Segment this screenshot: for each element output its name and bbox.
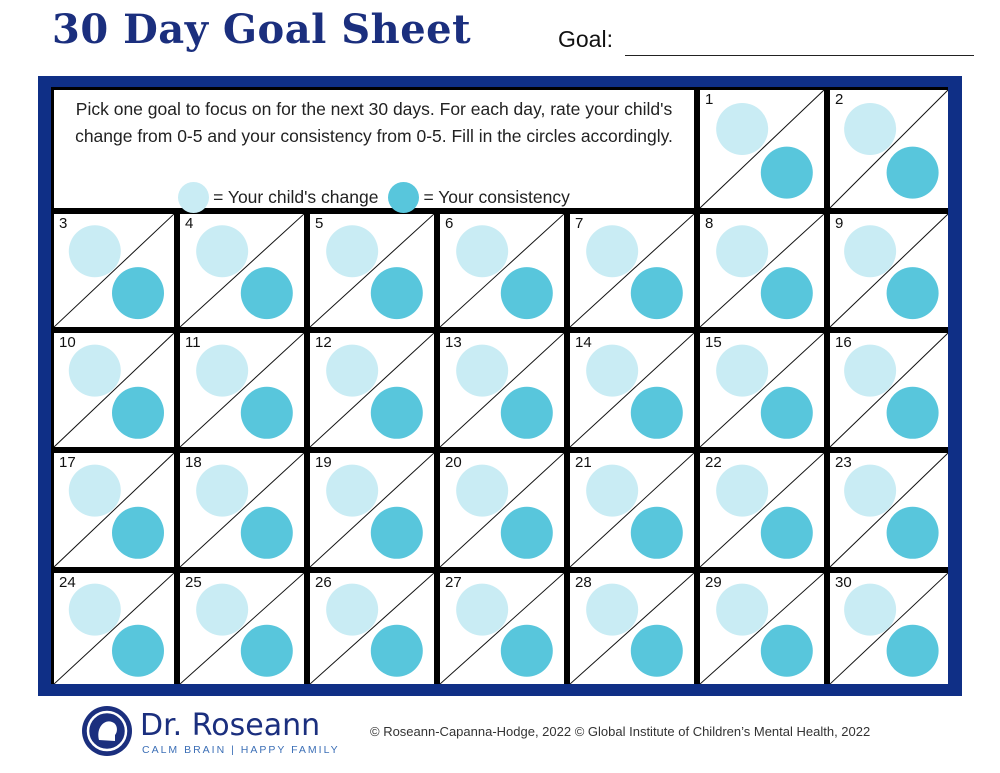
child-change-circle[interactable]	[69, 345, 121, 397]
consistency-circle[interactable]	[112, 625, 164, 677]
day-cell[interactable]	[700, 90, 824, 208]
child-change-circle[interactable]	[196, 584, 248, 636]
consistency-circle[interactable]	[887, 387, 939, 439]
day-cell-diagonal-split	[440, 214, 564, 327]
consistency-circle[interactable]	[631, 507, 683, 559]
consistency-circle[interactable]	[761, 625, 813, 677]
child-change-circle[interactable]	[844, 103, 896, 155]
consistency-circle[interactable]	[241, 507, 293, 559]
child-change-circle[interactable]	[844, 225, 896, 277]
consistency-circle[interactable]	[631, 387, 683, 439]
day-cell[interactable]	[570, 333, 694, 447]
consistency-circle[interactable]	[761, 387, 813, 439]
day-cell[interactable]	[310, 453, 434, 567]
day-number: 25	[185, 574, 202, 591]
child-change-circle[interactable]	[196, 465, 248, 517]
day-number: 28	[575, 574, 592, 591]
consistency-circle[interactable]	[631, 625, 683, 677]
day-number: 1	[705, 91, 714, 108]
consistency-circle[interactable]	[371, 387, 423, 439]
day-number: 3	[59, 215, 68, 232]
day-grid	[51, 87, 948, 684]
child-change-circle[interactable]	[456, 345, 508, 397]
day-number: 18	[185, 454, 202, 471]
day-cell[interactable]	[830, 573, 948, 684]
day-cell[interactable]	[180, 333, 304, 447]
consistency-circle[interactable]	[887, 147, 939, 199]
goal-input-line[interactable]	[625, 55, 974, 56]
consistency-circle[interactable]	[371, 625, 423, 677]
child-change-circle[interactable]	[586, 465, 638, 517]
day-cell[interactable]	[54, 214, 174, 327]
instructions-panel	[54, 90, 694, 208]
legend-consistency	[388, 182, 569, 213]
day-number: 13	[445, 334, 462, 351]
child-change-circle[interactable]	[196, 345, 248, 397]
legend-child-change	[178, 182, 378, 213]
child-change-circle[interactable]	[716, 465, 768, 517]
day-number: 26	[315, 574, 332, 591]
child-change-circle[interactable]	[69, 584, 121, 636]
day-number: 6	[445, 215, 454, 232]
consistency-circle[interactable]	[631, 267, 683, 319]
consistency-circle[interactable]	[371, 507, 423, 559]
head-profile-logo-icon	[82, 706, 132, 756]
child-change-circle[interactable]	[844, 584, 896, 636]
child-change-circle[interactable]	[456, 225, 508, 277]
consistency-circle[interactable]	[112, 507, 164, 559]
day-cell[interactable]	[570, 573, 694, 684]
consistency-circle[interactable]	[501, 267, 553, 319]
day-cell[interactable]	[830, 90, 948, 208]
child-change-circle[interactable]	[716, 225, 768, 277]
brand-logo	[82, 706, 342, 762]
day-number: 14	[575, 334, 592, 351]
day-cell-diagonal-split	[830, 214, 948, 327]
child-change-circle[interactable]	[69, 465, 121, 517]
day-number: 12	[315, 334, 332, 351]
day-cell[interactable]	[180, 453, 304, 567]
child-change-circle-icon	[178, 182, 209, 213]
consistency-circle[interactable]	[112, 267, 164, 319]
page-title: 30 Day Goal Sheet	[52, 6, 472, 53]
day-cell-diagonal-split	[54, 214, 174, 327]
day-cell[interactable]	[440, 214, 564, 327]
day-cell[interactable]	[54, 573, 174, 684]
logo-tagline: CALM BRAIN | HAPPY FAMILY	[142, 744, 340, 756]
day-number: 15	[705, 334, 722, 351]
day-number: 5	[315, 215, 324, 232]
child-change-circle[interactable]	[586, 345, 638, 397]
day-cell[interactable]	[180, 214, 304, 327]
legend	[54, 182, 694, 213]
consistency-circle[interactable]	[501, 507, 553, 559]
day-cell[interactable]	[310, 333, 434, 447]
child-change-circle[interactable]	[326, 345, 378, 397]
day-cell[interactable]	[830, 333, 948, 447]
child-change-circle[interactable]	[586, 225, 638, 277]
day-cell[interactable]	[700, 333, 824, 447]
consistency-circle[interactable]	[241, 267, 293, 319]
day-cell[interactable]	[440, 453, 564, 567]
child-change-circle[interactable]	[326, 225, 378, 277]
consistency-circle[interactable]	[761, 267, 813, 319]
day-number: 29	[705, 574, 722, 591]
day-cell-diagonal-split	[830, 90, 948, 208]
child-change-circle[interactable]	[456, 584, 508, 636]
consistency-circle[interactable]	[501, 387, 553, 439]
child-change-circle[interactable]	[844, 465, 896, 517]
day-number: 19	[315, 454, 332, 471]
consistency-circle[interactable]	[241, 625, 293, 677]
day-cell[interactable]	[310, 573, 434, 684]
copyright-footer: © Roseann-Capanna-Hodge, 2022 © Global Institute of Children’s Mental Health, 2022	[370, 724, 871, 739]
day-cell[interactable]	[54, 453, 174, 567]
day-number: 7	[575, 215, 584, 232]
day-cell-diagonal-split	[700, 214, 824, 327]
day-cell-diagonal-split	[700, 90, 824, 208]
day-number: 4	[185, 215, 194, 232]
child-change-circle[interactable]	[716, 103, 768, 155]
consistency-circle[interactable]	[761, 507, 813, 559]
day-cell[interactable]	[310, 214, 434, 327]
day-cell-diagonal-split	[310, 214, 434, 327]
day-cell[interactable]	[700, 573, 824, 684]
consistency-circle[interactable]	[887, 507, 939, 559]
logo-name: Dr. Roseann	[140, 708, 321, 743]
consistency-circle[interactable]	[761, 147, 813, 199]
day-cell[interactable]	[700, 214, 824, 327]
child-change-circle[interactable]	[844, 345, 896, 397]
legend-child-change-label: = Your child's change	[213, 187, 379, 207]
day-cell[interactable]	[830, 453, 948, 567]
day-number: 10	[59, 334, 76, 351]
day-cell[interactable]	[54, 333, 174, 447]
day-number: 30	[835, 574, 852, 591]
day-number: 8	[705, 215, 714, 232]
child-change-circle[interactable]	[326, 465, 378, 517]
child-change-circle[interactable]	[586, 584, 638, 636]
day-number: 9	[835, 215, 844, 232]
day-cell[interactable]	[570, 214, 694, 327]
consistency-circle[interactable]	[241, 387, 293, 439]
day-number: 23	[835, 454, 852, 471]
child-change-circle[interactable]	[716, 345, 768, 397]
child-change-circle[interactable]	[716, 584, 768, 636]
day-number: 24	[59, 574, 76, 591]
day-number: 17	[59, 454, 76, 471]
day-number: 16	[835, 334, 852, 351]
child-change-circle[interactable]	[69, 225, 121, 277]
day-cell[interactable]	[700, 453, 824, 567]
consistency-circle[interactable]	[887, 267, 939, 319]
consistency-circle[interactable]	[371, 267, 423, 319]
child-change-circle[interactable]	[456, 465, 508, 517]
day-number: 2	[835, 91, 844, 108]
consistency-circle[interactable]	[887, 625, 939, 677]
instructions-text: Pick one goal to focus on for the next 30 days. For each day, rate your child's change from 0-5 and your consistency from 0-5. Fill in the circles accordingly.	[75, 99, 673, 146]
day-cell-diagonal-split	[180, 214, 304, 327]
day-number: 21	[575, 454, 592, 471]
consistency-circle-icon	[388, 182, 419, 213]
consistency-circle[interactable]	[501, 625, 553, 677]
day-number: 20	[445, 454, 462, 471]
child-change-circle[interactable]	[196, 225, 248, 277]
legend-consistency-label: = Your consistency	[423, 187, 570, 207]
day-number: 11	[185, 334, 201, 351]
day-number: 27	[445, 574, 462, 591]
day-number: 22	[705, 454, 722, 471]
day-cell[interactable]	[830, 214, 948, 327]
day-cell-diagonal-split	[570, 214, 694, 327]
day-cell[interactable]	[440, 573, 564, 684]
consistency-circle[interactable]	[112, 387, 164, 439]
day-cell[interactable]	[440, 333, 564, 447]
goal-label: Goal:	[558, 26, 613, 52]
day-cell[interactable]	[180, 573, 304, 684]
child-change-circle[interactable]	[326, 584, 378, 636]
day-cell[interactable]	[570, 453, 694, 567]
